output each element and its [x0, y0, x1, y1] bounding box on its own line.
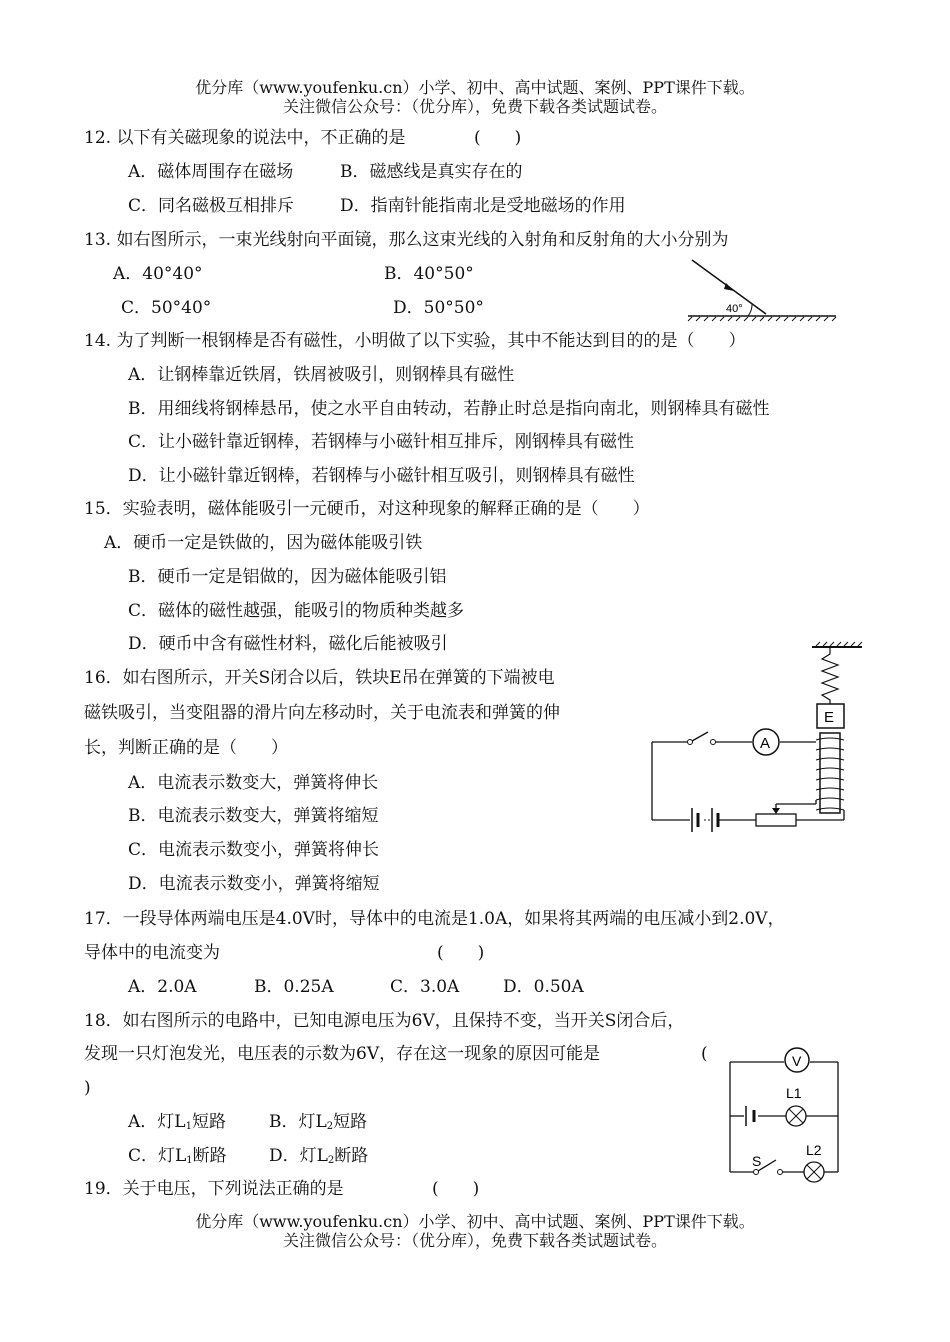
q13-stem: 13. 如右图所示，一束光线射向平面镜，那么这束光线的入射角和反射角的大小分别为	[84, 230, 729, 250]
q13-angle-label: 40°	[726, 303, 743, 315]
q14-option-c: C．让小磁针靠近钢棒，若钢棒与小磁针相互排斥，刚钢棒具有磁性	[128, 432, 635, 452]
q18-circuit-figure	[724, 1044, 846, 1186]
q15-option-c: C．磁体的磁性越强，能吸引的物质种类越多	[128, 601, 465, 621]
q18-answer-paren-close: )	[84, 1078, 91, 1098]
q18-option-b: B．灯$L_2$短路	[269, 1112, 368, 1132]
q13-option-a: A．40°40°	[113, 264, 203, 284]
q17-option-c: C．3.0A	[390, 977, 460, 997]
q16-stem-line-3: 长，判断正确的是（ ）	[84, 738, 288, 758]
switch-s-label: S	[752, 1153, 762, 1169]
q16-option-c: C．电流表示数变小，弹簧将伸长	[128, 840, 380, 860]
q14-option-b: B．用细线将钢棒悬吊，使之水平自由转动，若静止时总是指向南北，则钢棒具有磁性	[128, 399, 770, 419]
q19-answer-paren: ( )	[432, 1179, 480, 1199]
q18-option-d: D．灯$L_2$断路	[269, 1146, 369, 1166]
q15-option-d: D．硬币中含有磁性材料，磁化后能被吸引	[128, 634, 448, 654]
q19-stem: 19．关于电压，下列说法正确的是	[84, 1179, 344, 1199]
lamp-l1	[786, 1106, 806, 1126]
q17-stem-line-1: 17．一段导体两端电压是4.0V时，导体中的电流是1.0A，如果将其两端的电压减小到2.0V，	[84, 909, 785, 929]
q13-option-d: D．50°50°	[393, 298, 484, 318]
q16-stem-line-1: 16．如右图所示，开关S闭合以后，铁块E吊在弹簧的下端被电	[84, 668, 555, 688]
q16-option-b: B．电流表示数变大，弹簧将缩短	[128, 806, 379, 826]
q18-option-a: A．灯$L_1$短路	[128, 1112, 226, 1132]
q12-option-c: C．同名磁极互相排斥	[128, 196, 295, 216]
voltmeter-label: V	[792, 1053, 802, 1069]
q14-option-a: A．让钢棒靠近铁屑，铁屑被吸引，则钢棒具有磁性	[128, 365, 515, 385]
q13-option-b: B．40°50°	[384, 264, 474, 284]
q17-option-d: D．0.50A	[503, 977, 584, 997]
q18-stem-line-1: 18．如右图所示的电路中，已知电源电压为6V，且保持不变，当开关S闭合后，	[84, 1011, 685, 1031]
lamp-l2-label: L2	[806, 1142, 822, 1158]
q15-option-b: B．硬币一定是铝做的，因为磁体能吸引铝	[128, 567, 447, 587]
switch-s	[688, 732, 716, 745]
q16-option-d: D．电流表示数变小，弹簧将缩短	[128, 874, 380, 894]
q12-option-d: D．指南针能指南北是受地磁场的作用	[340, 196, 626, 216]
q12-option-a: A．磁体周围存在磁场	[128, 162, 294, 182]
q17-answer-paren: ( )	[437, 943, 485, 963]
q17-stem-line-2: 导体中的电流变为	[84, 943, 220, 963]
q16-electromagnet-circuit-figure	[650, 640, 865, 840]
q13-mirror-figure	[686, 256, 838, 322]
electromagnet-core	[820, 733, 840, 813]
rheostat-slider	[772, 808, 780, 814]
iron-block-label: E	[824, 709, 835, 726]
q18-stem-line-2: 发现一只灯泡发光，电压表的示数为6V，存在这一现象的原因可能是	[84, 1044, 601, 1064]
q17-option-b: B．0.25A	[254, 977, 334, 997]
header-line-2: 关注微信公众号：（优分库），免费下载各类试题试卷。	[282, 97, 667, 116]
q14-option-d: D．让小磁针靠近钢棒，若钢棒与小磁针相互吸引，则钢棒具有磁性	[128, 466, 635, 486]
rheostat	[756, 814, 796, 826]
q18-option-c: C．灯$L_1$断路	[128, 1146, 227, 1166]
q18-answer-paren-open: (	[701, 1044, 708, 1064]
q12-answer-paren: ( )	[474, 128, 522, 148]
q16-option-a: A．电流表示数变大，弹簧将伸长	[128, 773, 379, 793]
q15-stem: 15．实验表明，磁体能吸引一元硬币，对这种现象的解释正确的是（ ）	[84, 499, 650, 519]
q12-option-b: B．磁感线是真实存在的	[340, 162, 523, 182]
spring	[822, 648, 838, 704]
footer-line-1: 优分库（www.youfenku.cn）小学、初中、高中试题、案例、PPT课件下载。	[195, 1212, 755, 1231]
footer-line-2: 关注微信公众号：（优分库），免费下载各类试题试卷。	[282, 1231, 667, 1250]
ammeter-label: A	[760, 735, 771, 752]
q12-stem: 12. 以下有关磁现象的说法中，不正确的是	[84, 128, 406, 148]
battery	[692, 808, 718, 832]
header-line-1: 优分库（www.youfenku.cn）小学、初中、高中试题、案例、PPT课件下载。	[195, 78, 755, 97]
battery	[746, 1106, 754, 1126]
lamp-l1-label: L1	[786, 1085, 802, 1101]
q13-option-c: C．50°40°	[121, 298, 212, 318]
q14-stem: 14. 为了判断一根钢棒是否有磁性，小明做了以下实验，其中不能达到目的的是（ ）	[84, 331, 746, 351]
lamp-l2	[804, 1162, 824, 1182]
q17-option-a: A．2.0A	[128, 977, 197, 997]
q15-option-a: A．硬币一定是铁做的，因为磁体能吸引铁	[104, 533, 423, 553]
q16-stem-line-2: 磁铁吸引，当变阻器的滑片向左移动时，关于电流表和弹簧的伸	[84, 703, 560, 723]
